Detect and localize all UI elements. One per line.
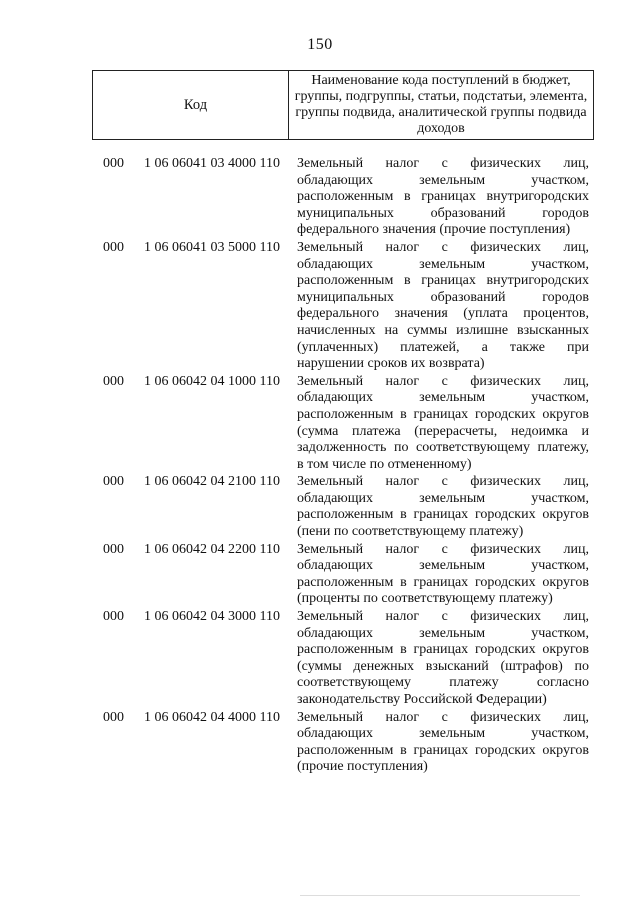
description-line: (пени по соответствующему платежу): [297, 524, 524, 540]
description-line: Земельный налог с физических лиц,: [297, 239, 589, 255]
description-line: (прочие поступления): [297, 759, 428, 775]
revenue-code: 1 06 06042 04 2100 110: [144, 474, 280, 490]
description-line: муниципальных образований городов: [297, 289, 589, 305]
description-line: Земельный налог с физических лиц,: [297, 709, 589, 725]
description-line: расположенным в границах городских округов: [297, 406, 589, 422]
revenue-code: 1 06 06042 04 3000 110: [144, 609, 280, 625]
description-line: законодательству Российской Федерации): [297, 692, 547, 707]
revenue-description: [297, 374, 589, 474]
description-line: расположенным в границах внутригородских: [297, 189, 589, 205]
description-line: Земельный налог с физических лиц,: [297, 541, 589, 557]
entries-list: [0, 156, 640, 776]
table-row: [0, 542, 640, 608]
revenue-description: [297, 542, 589, 608]
description-line: в том числе по отмененному): [297, 456, 472, 472]
description-line: обладающих земельным участком,: [297, 490, 589, 506]
description-line: обладающих земельным участком,: [297, 172, 589, 188]
admin-code: 000: [103, 239, 124, 255]
description-line: муниципальных образований городов: [297, 205, 589, 221]
table-row: [0, 374, 640, 474]
description-line: обладающих земельным участком,: [297, 558, 589, 574]
revenue-code: 1 06 06042 04 2200 110: [144, 541, 280, 557]
description-line: обладающих земельным участком,: [297, 390, 589, 406]
description-line: обладающих земельным участком,: [297, 256, 589, 272]
revenue-description: [297, 710, 589, 776]
description-line: (сумма платежа (перерасчеты, недоимка и: [297, 423, 589, 439]
revenue-code: 1 06 06042 04 1000 110: [144, 373, 280, 389]
table-row: [0, 474, 640, 540]
description-line: Земельный налог с физических лиц,: [297, 156, 589, 171]
table-header: [92, 70, 594, 140]
description-line: (суммы денежных взысканий (штрафов) по: [297, 658, 589, 674]
description-line: расположенным в границах внутригородских: [297, 273, 589, 289]
admin-code: 000: [103, 373, 124, 389]
admin-code: 000: [103, 541, 124, 557]
revenue-code: 1 06 06042 04 4000 110: [144, 709, 280, 725]
description-line: задолженность по соответствующему платежу,: [297, 440, 589, 456]
scan-edge-line: [300, 895, 580, 896]
page-number: 150: [307, 36, 333, 53]
header-code-label: Код: [93, 71, 289, 139]
admin-code: 000: [103, 709, 124, 725]
table-row: [0, 710, 640, 776]
revenue-description: [297, 474, 589, 540]
admin-code: 000: [103, 474, 124, 490]
revenue-description: [297, 240, 589, 373]
description-line: Земельный налог с физических лиц,: [297, 373, 589, 389]
description-line: расположенным в границах городских округов: [297, 742, 589, 758]
revenue-description: [297, 609, 589, 709]
description-line: Земельный налог с физических лиц,: [297, 474, 589, 490]
description-line: расположенным в границах городских округов: [297, 574, 589, 590]
description-line: соответствующему платежу согласно: [297, 675, 589, 691]
description-line: Земельный налог с физических лиц,: [297, 609, 589, 625]
table-row: [0, 240, 640, 373]
revenue-code: 1 06 06041 03 5000 110: [144, 239, 280, 255]
description-line: расположенным в границах городских округов: [297, 507, 589, 523]
description-line: расположенным в границах городских округов: [297, 642, 589, 658]
revenue-description: [297, 156, 589, 239]
table-row: [0, 609, 640, 709]
admin-code: 000: [103, 609, 124, 625]
revenue-code: 1 06 06041 03 4000 110: [144, 156, 280, 171]
description-line: федерального значения (прочие поступления): [297, 222, 571, 238]
description-line: обладающих земельным участком,: [297, 726, 589, 742]
header-name-label: Наименование кода поступлений в бюджет, группы, подгруппы, статьи, подстатьи, элемента, группы подвида, аналитической группы подвида доходов: [294, 73, 588, 136]
description-line: начисленных на суммы излишне взысканных: [297, 322, 589, 338]
table-row: [0, 156, 640, 239]
description-line: (проценты по соответствующему платежу): [297, 591, 553, 607]
description-line: нарушении сроков их возврата): [297, 356, 485, 372]
admin-code: 000: [103, 156, 124, 171]
description-line: федерального значения (уплата процентов,: [297, 306, 589, 322]
description-line: (уплаченных) платежей, а также при: [297, 339, 589, 355]
description-line: обладающих земельным участком,: [297, 625, 589, 641]
